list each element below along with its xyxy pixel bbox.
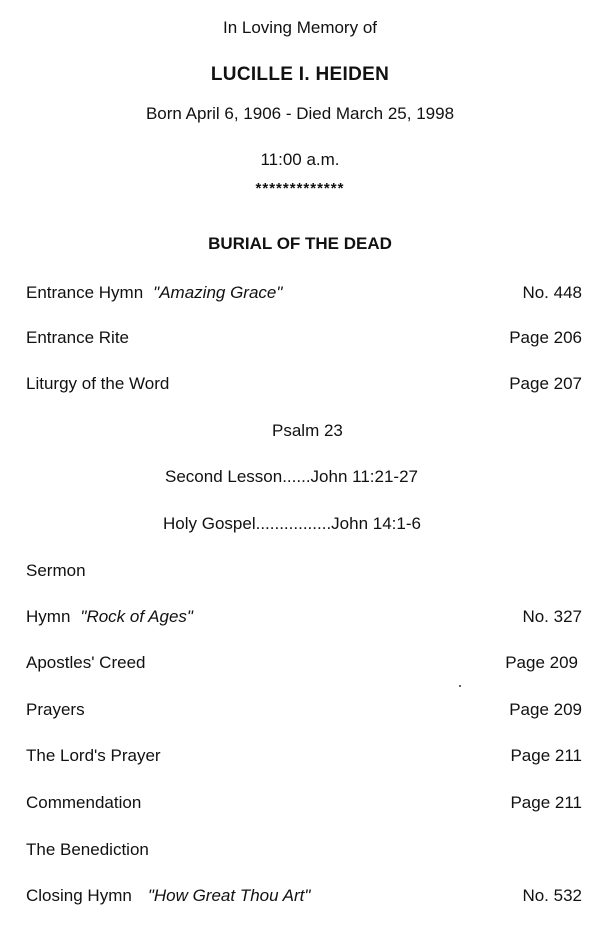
item-ref: Page 211	[510, 746, 582, 765]
memory-heading: In Loving Memory of	[222, 18, 377, 37]
star-divider: *************	[255, 180, 345, 197]
program-item-liturgy-of-the-word	[26, 374, 582, 398]
item-title: "How Great Thou Art"	[147, 886, 311, 905]
service-time: 11:00 a.m.	[260, 150, 340, 169]
program-item-closing-hymn	[26, 886, 582, 910]
item-title: "Rock of Ages"	[80, 607, 193, 626]
program-item-benediction	[26, 840, 582, 864]
item-label: Liturgy of the Word	[26, 374, 170, 393]
item-ref: Page 207	[509, 374, 582, 393]
program-item-prayers	[26, 700, 582, 724]
item-ref: Page 211	[510, 793, 582, 812]
item-ref: No. 532	[522, 886, 582, 905]
program-item-commendation	[26, 793, 582, 817]
item-ref: Page 206	[509, 328, 582, 347]
item-ref: Page 209	[509, 700, 582, 719]
program-item-sermon	[26, 561, 582, 585]
item-label: Prayers	[26, 700, 85, 719]
reading-holy-gospel: Holy Gospel................John 14:1-6	[163, 514, 421, 533]
item-label: Commendation	[26, 793, 142, 812]
program-item-entrance-hymn	[26, 283, 582, 307]
program-item-apostles-creed	[26, 653, 582, 677]
item-label: The Benediction	[26, 840, 149, 859]
item-label: Sermon	[26, 561, 86, 580]
item-label: Entrance Hymn	[26, 283, 144, 302]
deceased-name: LUCILLE I. HEIDEN	[210, 64, 390, 85]
program-item-entrance-rite	[26, 328, 582, 352]
section-title: BURIAL OF THE DEAD	[208, 234, 392, 253]
item-label: Hymn	[26, 607, 71, 626]
scan-speck	[459, 685, 461, 687]
item-ref: No. 448	[522, 283, 582, 302]
item-label: Closing Hymn	[26, 886, 132, 905]
reading-second-lesson: Second Lesson......John 11:21-27	[165, 467, 418, 486]
item-label: The Lord's Prayer	[26, 746, 161, 765]
item-ref: Page 209	[505, 653, 578, 672]
reading-psalm: Psalm 23	[272, 421, 343, 440]
program-item-lords-prayer	[26, 746, 582, 770]
item-label: Entrance Rite	[26, 328, 129, 347]
program-item-hymn	[26, 607, 582, 631]
life-dates: Born April 6, 1906 - Died March 25, 1998	[145, 104, 455, 123]
item-label: Apostles' Creed	[26, 653, 146, 672]
item-ref: No. 327	[522, 607, 582, 626]
item-title: "Amazing Grace"	[153, 283, 283, 302]
